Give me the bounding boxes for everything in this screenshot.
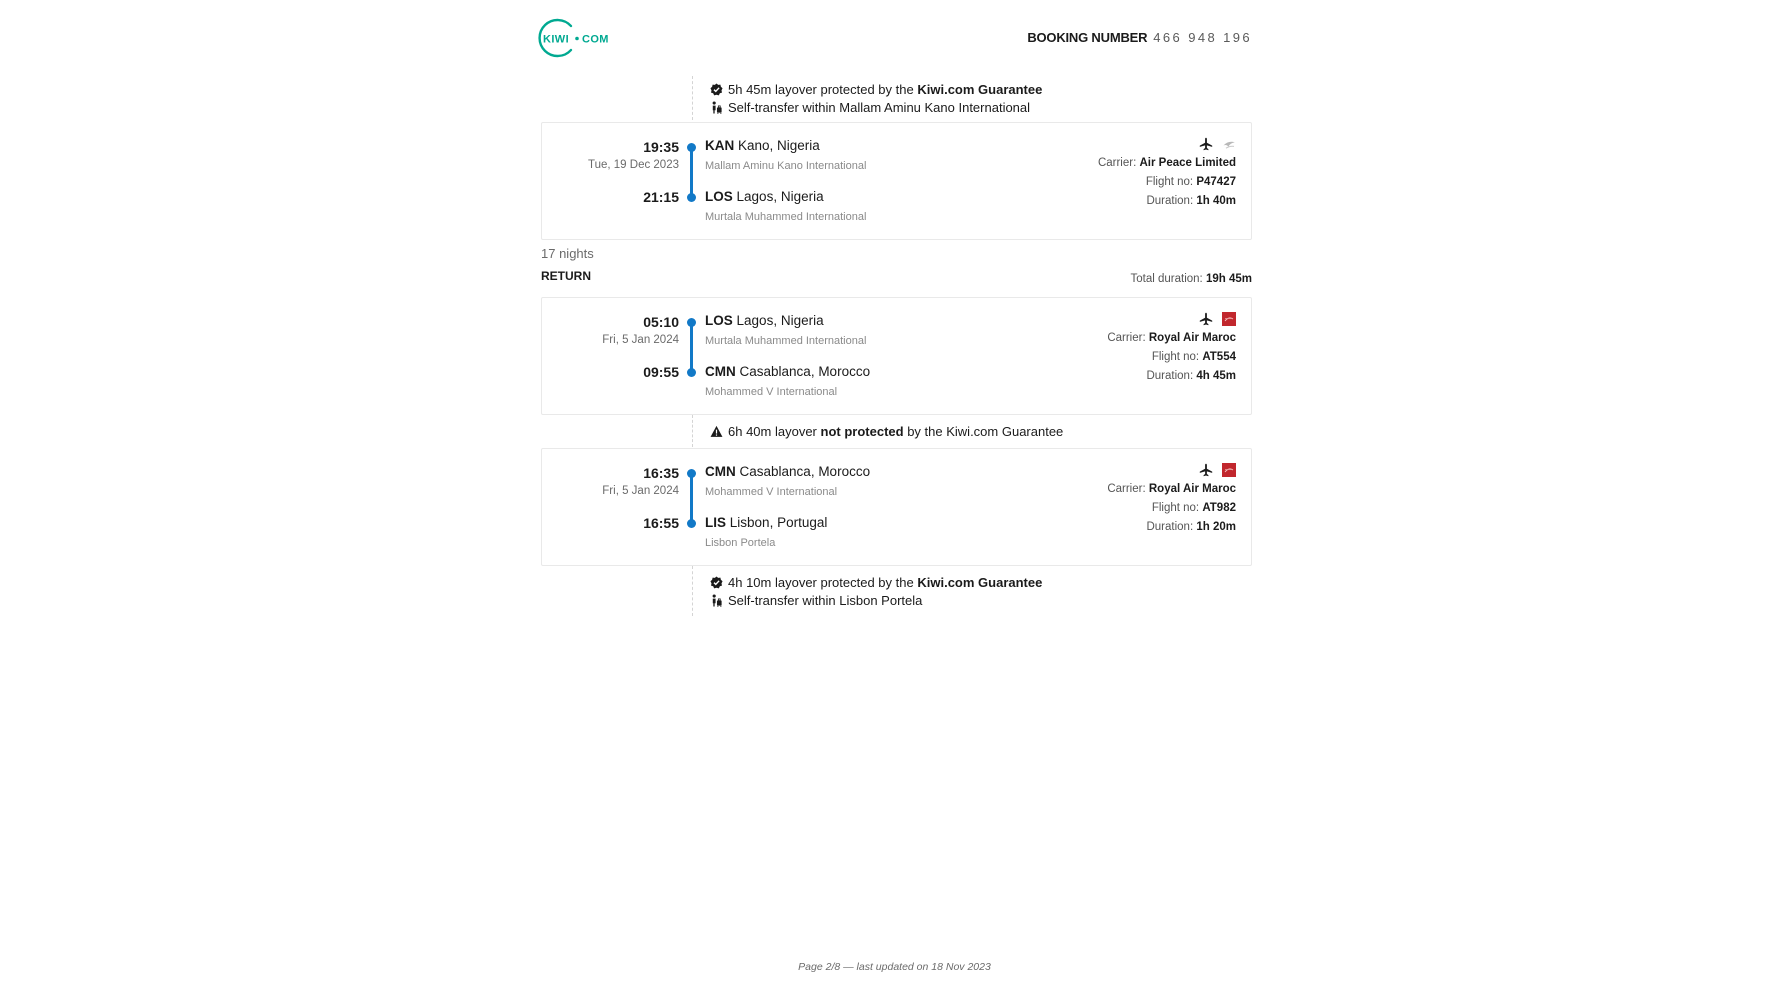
- departure-airport: Murtala Muhammed International: [705, 335, 867, 347]
- stay-nights: 17 nights: [541, 246, 594, 261]
- departure-city: Lagos, Nigeria: [736, 313, 824, 328]
- airplane-icon: [1199, 312, 1213, 326]
- timeline-arrival-dot: [687, 519, 696, 528]
- arrival-code: CMN: [705, 364, 736, 379]
- departure-time: 16:35: [643, 465, 679, 481]
- duration-value: 4h 45m: [1196, 370, 1236, 382]
- duration-info: [1146, 521, 1236, 533]
- departure-date: Tue, 19 Dec 2023: [588, 159, 679, 171]
- segment-icons: [1199, 312, 1236, 326]
- royal-air-maroc-logo: [1222, 312, 1236, 326]
- flight-number-label: Flight no:: [1151, 502, 1200, 514]
- carrier-name: Air Peace Limited: [1139, 157, 1236, 169]
- booking-number-value: 466 948 196: [1153, 30, 1252, 45]
- carrier-info: [1107, 332, 1236, 344]
- carrier-info: [1098, 157, 1236, 169]
- guarantee-badge-icon: [710, 83, 723, 96]
- flight-number-info: [1152, 502, 1236, 514]
- arrival-city: Lisbon, Portugal: [729, 515, 828, 530]
- departure-date: Fri, 5 Jan 2024: [602, 485, 679, 497]
- airplane-icon: [1199, 463, 1213, 477]
- flight-number-info: [1146, 176, 1236, 188]
- layover-warning-text-start: 6h 40m layover: [728, 423, 817, 439]
- arrival-place: [705, 515, 827, 530]
- departure-place: [705, 313, 824, 328]
- timeline-departure-dot: [687, 469, 696, 478]
- arrival-code: LOS: [705, 189, 733, 204]
- layover-guarantee-row: [710, 574, 1042, 590]
- arrival-city: Casablanca, Morocco: [739, 364, 871, 379]
- return-total-duration: [1131, 273, 1252, 285]
- layover-divider: [692, 566, 693, 616]
- arrival-time: 09:55: [643, 364, 679, 380]
- layover-guarantee-link: Kiwi.com Guarantee: [917, 574, 1043, 590]
- timeline-line: [690, 148, 693, 198]
- departure-place: [705, 464, 870, 479]
- duration-info: [1146, 195, 1236, 207]
- air-peace-logo: [1222, 137, 1236, 151]
- total-duration-label: Total duration:: [1130, 273, 1203, 285]
- flight-number: AT554: [1202, 351, 1236, 363]
- carrier-info: [1107, 483, 1236, 495]
- arrival-place: [705, 364, 870, 379]
- arrival-time: 21:15: [643, 189, 679, 205]
- layover-warning-row: [710, 423, 1063, 439]
- booking-number: [1027, 30, 1252, 45]
- departure-airport: Mallam Aminu Kano International: [705, 160, 867, 172]
- flight-segment-cmn-lis: [541, 448, 1252, 566]
- booking-number-label: BOOKING NUMBER: [1027, 30, 1148, 45]
- departure-airport: Mohammed V International: [705, 486, 838, 498]
- layover-not-protected: not protected: [820, 423, 904, 439]
- layover-self-transfer-text: Self-transfer within Lisbon Portela: [728, 592, 923, 608]
- layover-self-transfer-row: [710, 592, 922, 608]
- arrival-time: 16:55: [643, 515, 679, 531]
- layover-guarantee-text: 4h 10m layover protected by the: [728, 574, 914, 590]
- departure-place: [705, 138, 820, 153]
- timeline-departure-dot: [687, 318, 696, 327]
- departure-time: 19:35: [643, 139, 679, 155]
- flight-number-label: Flight no:: [1145, 176, 1194, 188]
- layover-warning-text-end: by the Kiwi.com Guarantee: [907, 423, 1064, 439]
- flight-number-info: [1152, 351, 1236, 363]
- timeline-arrival-dot: [687, 368, 696, 377]
- arrival-code: LIS: [705, 515, 727, 530]
- timeline-line: [690, 474, 693, 524]
- layover-self-transfer-text: Self-transfer within Mallam Aminu Kano International: [728, 99, 1031, 115]
- svg-text:KIWI: KIWI: [543, 33, 570, 46]
- arrival-airport: Mohammed V International: [705, 386, 838, 398]
- airplane-icon: [1199, 137, 1213, 151]
- departure-date: Fri, 5 Jan 2024: [602, 334, 679, 346]
- departure-time: 05:10: [643, 314, 679, 330]
- warning-icon: [710, 425, 723, 438]
- total-duration-value: 19h 45m: [1205, 273, 1252, 285]
- flight-number: P47427: [1196, 176, 1236, 188]
- carrier-name: Royal Air Maroc: [1148, 332, 1236, 344]
- self-transfer-icon: [710, 101, 723, 114]
- carrier-label: Carrier:: [1107, 332, 1146, 344]
- flight-number-label: Flight no:: [1151, 351, 1200, 363]
- carrier-name: Royal Air Maroc: [1148, 483, 1236, 495]
- timeline-line: [690, 323, 693, 373]
- layover-divider: [692, 415, 693, 447]
- layover-self-transfer-row: [710, 99, 1030, 115]
- departure-code: KAN: [705, 138, 735, 153]
- duration-info: [1146, 370, 1236, 382]
- return-heading: RETURN: [541, 269, 591, 283]
- duration-label: Duration:: [1146, 370, 1194, 382]
- arrival-place: [705, 189, 824, 204]
- svg-text:COM: COM: [582, 33, 609, 46]
- carrier-label: Carrier:: [1107, 483, 1146, 495]
- layover-guarantee-text: 5h 45m layover protected by the: [728, 81, 914, 97]
- layover-divider: [692, 76, 693, 120]
- kiwi-logo: [537, 18, 617, 58]
- duration-label: Duration:: [1146, 195, 1194, 207]
- guarantee-badge-icon: [710, 576, 723, 589]
- departure-code: CMN: [705, 464, 736, 479]
- royal-air-maroc-logo: [1222, 463, 1236, 477]
- duration-value: 1h 20m: [1196, 521, 1236, 533]
- flight-segment-kan-los: [541, 122, 1252, 240]
- duration-label: Duration:: [1146, 521, 1194, 533]
- arrival-airport: Murtala Muhammed International: [705, 211, 867, 223]
- arrival-airport: Lisbon Portela: [705, 537, 776, 549]
- duration-value: 1h 40m: [1196, 195, 1236, 207]
- layover-guarantee-row: [710, 81, 1042, 97]
- self-transfer-icon: [710, 594, 723, 607]
- departure-city: Kano, Nigeria: [738, 138, 820, 153]
- flight-segment-los-cmn: [541, 297, 1252, 415]
- departure-city: Casablanca, Morocco: [739, 464, 871, 479]
- page-footer: Page 2/8 — last updated on 18 Nov 2023: [798, 961, 991, 973]
- flight-number: AT982: [1202, 502, 1236, 514]
- carrier-label: Carrier:: [1097, 157, 1137, 169]
- segment-icons: [1199, 137, 1236, 151]
- itinerary-page: [537, 0, 1252, 1000]
- timeline-arrival-dot: [687, 193, 696, 202]
- timeline-departure-dot: [687, 143, 696, 152]
- segment-icons: [1199, 463, 1236, 477]
- arrival-city: Lagos, Nigeria: [736, 189, 824, 204]
- layover-guarantee-link: Kiwi.com Guarantee: [917, 81, 1043, 97]
- departure-code: LOS: [705, 313, 733, 328]
